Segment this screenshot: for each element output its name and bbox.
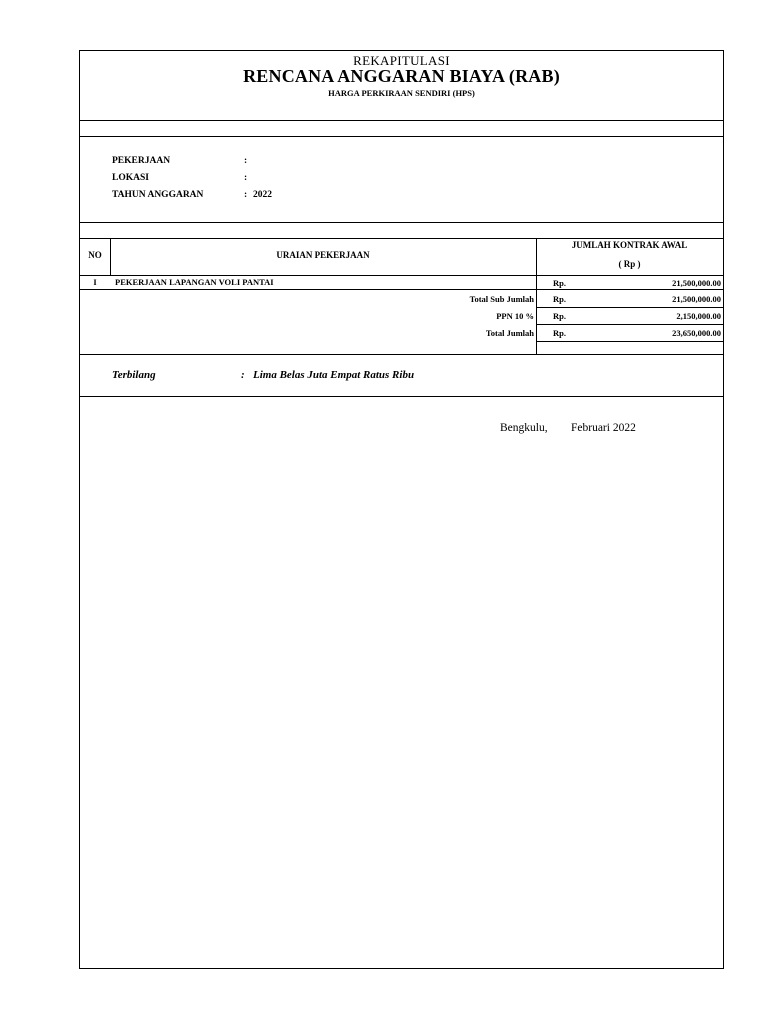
signature-city: Bengkulu, xyxy=(500,422,548,434)
signature-date: Februari 2022 xyxy=(571,422,636,434)
terbilang-colon: : xyxy=(241,369,245,381)
table-header-unit: ( Rp ) xyxy=(618,259,641,269)
row-divider xyxy=(536,341,723,342)
divider xyxy=(80,396,723,397)
info-colon: : xyxy=(244,173,248,183)
doc-title-main: RENCANA ANGGARAN BIAYA (RAB) xyxy=(243,66,560,86)
row-uraian: PEKERJAAN LAPANGAN VOLI PANTAI xyxy=(115,277,274,287)
total-currency: Rp. xyxy=(553,328,566,338)
row-currency: Rp. xyxy=(553,278,566,288)
divider xyxy=(80,222,723,223)
table-header-bottom xyxy=(80,275,723,276)
table-top-border xyxy=(80,238,723,239)
row-divider xyxy=(536,307,723,308)
row-divider xyxy=(536,324,723,325)
total-label: PPN 10 % xyxy=(496,311,534,321)
doc-subtitle: HARGA PERKIRAAN SENDIRI (HPS) xyxy=(328,88,475,98)
total-currency: Rp. xyxy=(553,294,566,304)
total-label: Total Jumlah xyxy=(485,328,534,338)
info-colon: : xyxy=(244,190,248,200)
total-label: Total Sub Jumlah xyxy=(469,294,534,304)
table-header-no: NO xyxy=(88,250,102,260)
row-amount: 21,500,000.00 xyxy=(672,278,721,288)
info-colon: : xyxy=(244,156,248,166)
total-amount: 21,500,000.00 xyxy=(672,294,721,304)
total-amount: 2,150,000.00 xyxy=(676,311,721,321)
info-label-tahun-anggaran: TAHUN ANGGARAN xyxy=(112,190,204,200)
document-frame xyxy=(79,50,724,969)
info-value-tahun-anggaran: 2022 xyxy=(253,190,272,200)
info-label-pekerjaan: PEKERJAAN xyxy=(112,156,171,166)
info-label-lokasi: LOKASI xyxy=(112,173,149,183)
divider xyxy=(80,120,723,121)
total-amount: 23,650,000.00 xyxy=(672,328,721,338)
terbilang-label: Terbilang xyxy=(112,369,156,381)
divider xyxy=(80,136,723,137)
total-currency: Rp. xyxy=(553,311,566,321)
table-header-jumlah: JUMLAH KONTRAK AWAL xyxy=(571,240,688,250)
terbilang-value: Lima Belas Juta Empat Ratus Ribu xyxy=(253,369,415,381)
row-divider xyxy=(80,289,723,290)
table-col-line xyxy=(536,238,537,354)
row-no: I xyxy=(93,277,97,287)
table-bottom-border xyxy=(80,354,723,355)
doc-title-recap: REKAPITULASI xyxy=(353,53,450,68)
table-header-uraian: URAIAN PEKERJAAN xyxy=(276,250,370,260)
